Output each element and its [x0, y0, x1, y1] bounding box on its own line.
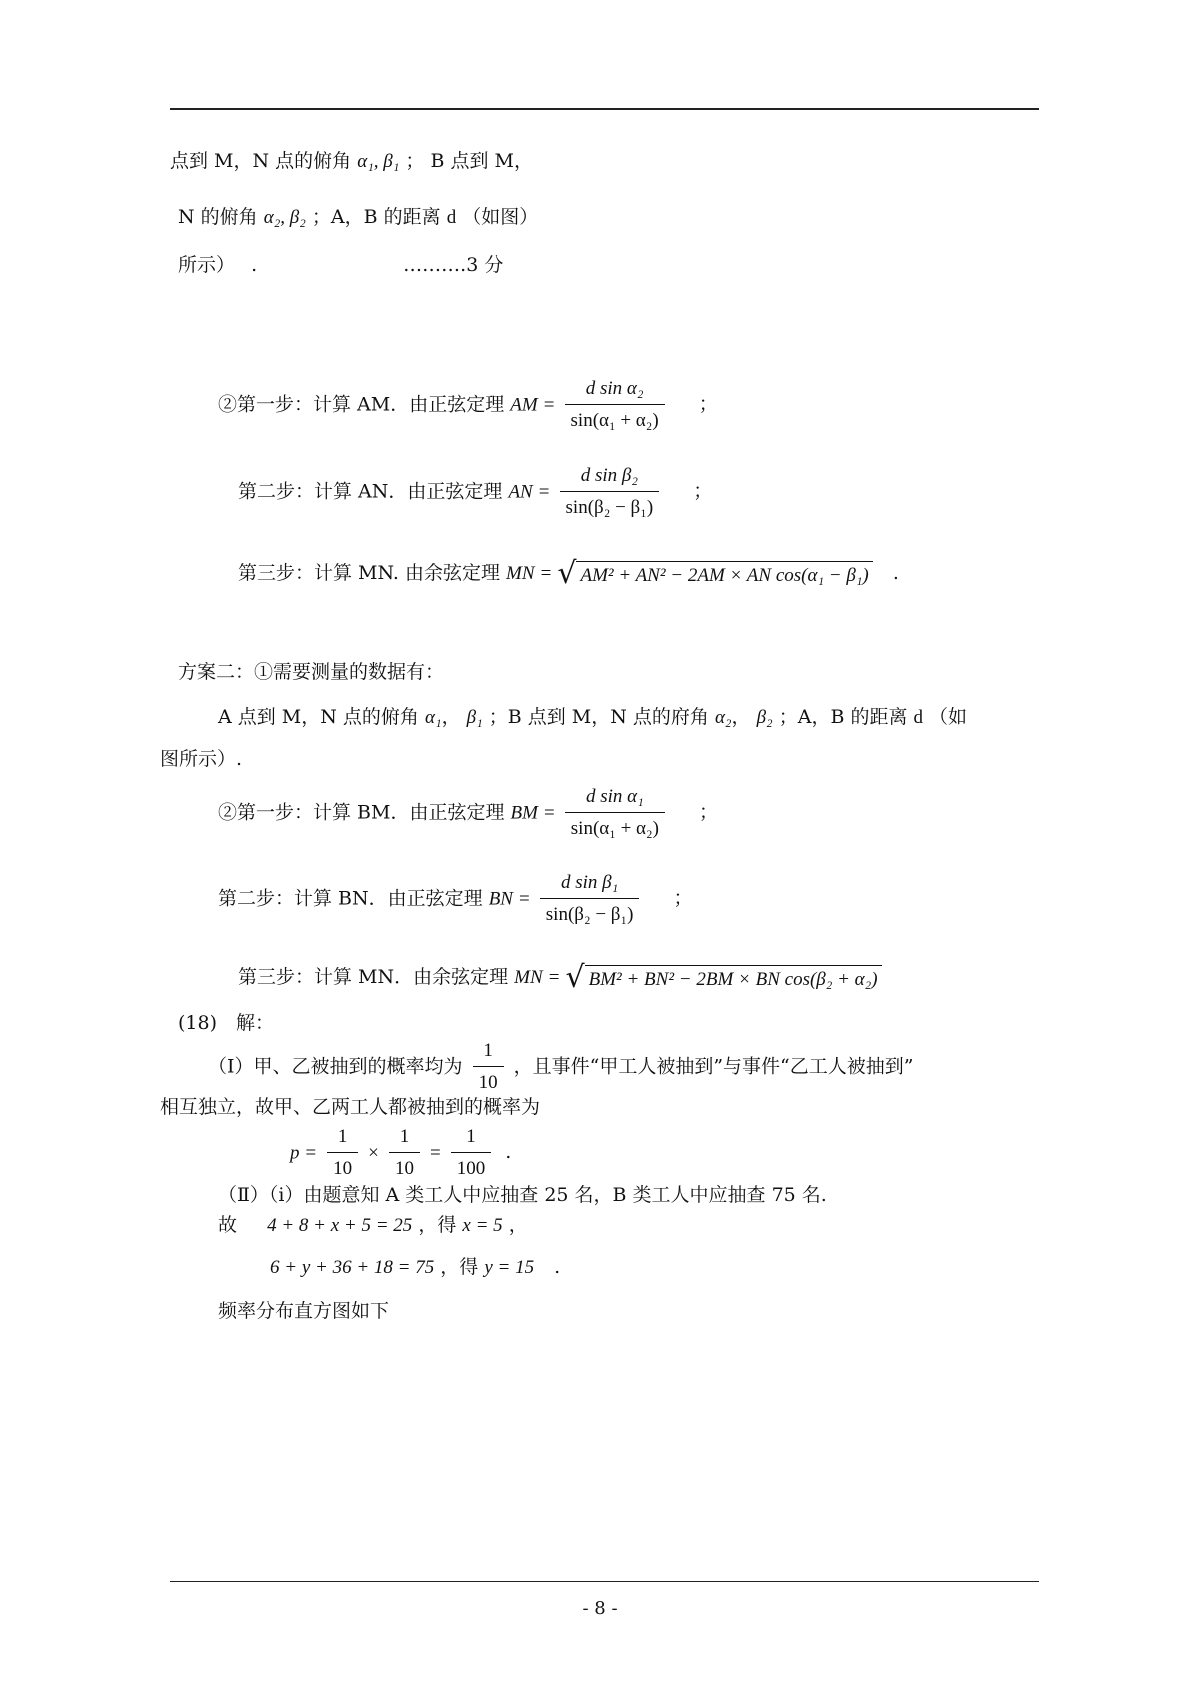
math-var: MN: [514, 967, 543, 988]
step-label: ②第一步：计算 BM．由正弦定理: [218, 801, 505, 824]
distance-d: d: [446, 207, 457, 228]
part2-line4: 频率分布直方图如下: [218, 1300, 390, 1322]
math-result: y = 15: [484, 1257, 535, 1278]
math-eq: =: [548, 967, 560, 988]
text-segment: ；: [699, 801, 719, 824]
math-alpha2: α₂: [714, 707, 732, 728]
sqrt-body: BM² + BN² − 2BM × BN cos(β₂ + α₂): [585, 965, 882, 992]
math-equation: 4 + 8 + x + 5 = 25: [267, 1215, 413, 1236]
math-beta1: β₁: [466, 707, 483, 728]
text-segment: N 的俯角: [178, 206, 258, 228]
plan2-measure-1: A 点到 M，N 点的俯角 α₁， β₁ ；B 点到 M，N 点的府角 α₂， β₂ ；A，B 的距离 d （如: [218, 706, 968, 728]
fraction-numerator: d sin α₂: [585, 378, 644, 399]
plan1-step1: [218, 378, 718, 433]
text-segment: ；: [405, 150, 425, 172]
math-var: AM: [510, 394, 538, 416]
measure-line-3: [178, 254, 503, 277]
step-label: ②第一步：计算 AM．由正弦定理: [218, 393, 505, 416]
text-segment: ；A，B 的距离: [778, 706, 908, 728]
math-eq: =: [543, 394, 555, 416]
fraction-denominator: sin(α₁ + α₂): [565, 404, 665, 433]
text-segment: （如: [929, 706, 968, 728]
measure-line-1: [170, 150, 533, 174]
text-segment: ，得: [418, 1214, 457, 1236]
header-rule: [170, 108, 1039, 110]
math-result: x = 5: [462, 1215, 503, 1236]
fraction-numerator: d sin β₂: [580, 465, 638, 486]
text-segment: B 点到 M，: [430, 150, 533, 172]
text-segment: 所示）: [178, 254, 236, 276]
text-segment: .: [554, 1256, 561, 1278]
text-segment: ；B 点到 M，N 点的府角: [488, 706, 709, 728]
math-var: BM: [510, 802, 538, 824]
math-var: MN: [506, 563, 535, 584]
text-segment: ；: [698, 393, 718, 416]
plan1-step2: [238, 465, 712, 520]
plan1-step3: [238, 556, 899, 592]
step-label: 第三步：计算 MN．由余弦定理: [238, 966, 509, 988]
plan2-title: 方案二：①需要测量的数据有：: [178, 661, 445, 683]
distance-d: d: [913, 707, 923, 728]
plan2-step1: [218, 786, 718, 841]
fraction-numerator: 1: [337, 1126, 348, 1147]
fraction-an: [560, 465, 660, 520]
fraction-numerator: d sin β₁: [560, 872, 619, 893]
fraction-denominator: 10: [389, 1152, 420, 1181]
text-segment: ；A，B 的距离: [311, 206, 441, 228]
fraction-am: [565, 378, 665, 433]
footer-rule: [170, 1581, 1039, 1582]
math-alpha1: α₁: [424, 707, 442, 728]
page-number: - 8 -: [582, 1598, 618, 1619]
fraction-denominator: 10: [327, 1152, 358, 1181]
text-segment: （如图）: [462, 206, 539, 228]
fraction-a: [327, 1126, 358, 1181]
plan2-measure-2: 图所示）.: [160, 748, 243, 770]
step-label: 第二步：计算 AN．由正弦定理: [238, 480, 503, 503]
math-beta2: β₂: [756, 707, 773, 728]
sqrt-sign: √: [565, 960, 585, 995]
math-times: ×: [368, 1142, 379, 1164]
part2-line1: （Ⅱ）（i）由题意知 A 类工人中应抽查 25 名，B 类工人中应抽查 75 名.: [218, 1184, 827, 1206]
fraction-one-tenth: [473, 1040, 504, 1095]
part1-line2: 相互独立，故甲、乙两工人都被抽到的概率为: [160, 1096, 541, 1118]
math-var: AN: [508, 481, 533, 503]
fraction-denominator: sin(β₂ − β₁): [540, 898, 640, 927]
math-var: p =: [290, 1142, 318, 1164]
text-segment: .: [505, 1141, 512, 1164]
math-eq: =: [540, 563, 552, 584]
math-eq: =: [538, 481, 550, 503]
fraction-numerator: 1: [466, 1126, 476, 1147]
fraction-denominator: sin(β₂ − β₁): [560, 491, 660, 520]
fraction-bm: [565, 786, 665, 841]
fraction-result: [451, 1126, 492, 1181]
fraction-denominator: 10: [473, 1066, 504, 1095]
measure-line-2: [178, 206, 538, 230]
sqrt-sign: √: [557, 556, 577, 591]
math-eq: =: [429, 1142, 441, 1164]
plan2-step2: [218, 872, 692, 927]
sqrt-mn-1: [557, 556, 872, 592]
sqrt-body: AM² + AN² − 2AM × AN cos(α₁ − β₁): [576, 561, 872, 588]
part2-line2: [218, 1214, 528, 1238]
text-segment: ，: [508, 1214, 528, 1236]
text-segment: 点到 M，N 点的俯角: [170, 150, 352, 172]
math-angles-a1b1: α₁, β₁: [357, 151, 400, 172]
text-segment: ，得: [440, 1256, 479, 1278]
question-18-heading: (18) 解：: [178, 1012, 275, 1034]
fraction-denominator: 100: [451, 1152, 492, 1181]
text-segment: ，且事件“甲工人被抽到”与事件“乙工人被抽到”: [513, 1055, 914, 1078]
math-angles-a2b2: α₂, β₂: [263, 207, 306, 228]
text-segment: A 点到 M，N 点的俯角: [218, 706, 419, 728]
text-segment: ；: [673, 887, 693, 910]
fraction-numerator: 1: [399, 1126, 410, 1147]
text-segment: ；: [693, 480, 713, 503]
fraction-b: [389, 1126, 420, 1181]
fraction-numerator: 1: [483, 1040, 493, 1061]
part1-line1: [208, 1040, 913, 1095]
score-mark: ……….3 分: [403, 254, 504, 276]
math-var: BN: [488, 888, 513, 910]
math-eq: =: [544, 802, 555, 824]
sqrt-mn-2: [565, 960, 881, 996]
fraction-numerator: d sin α₁: [585, 786, 644, 807]
plan2-step3: [238, 960, 882, 996]
text-segment: （Ⅰ）甲、乙被抽到的概率均为: [208, 1055, 463, 1078]
fraction-bn: [540, 872, 640, 927]
part2-line3: [270, 1256, 560, 1280]
math-eq: =: [519, 888, 530, 910]
math-equation: 6 + y + 36 + 18 = 75: [270, 1257, 435, 1278]
step-label: 第三步：计算 MN. 由余弦定理: [238, 562, 500, 584]
text-segment: .: [251, 254, 258, 276]
step-label: 第二步：计算 BN．由正弦定理: [218, 887, 483, 910]
text-segment: 故: [218, 1214, 238, 1236]
part1-probability: [290, 1126, 511, 1181]
text-segment: .: [892, 562, 899, 584]
fraction-denominator: sin(α₁ + α₂): [565, 812, 665, 841]
